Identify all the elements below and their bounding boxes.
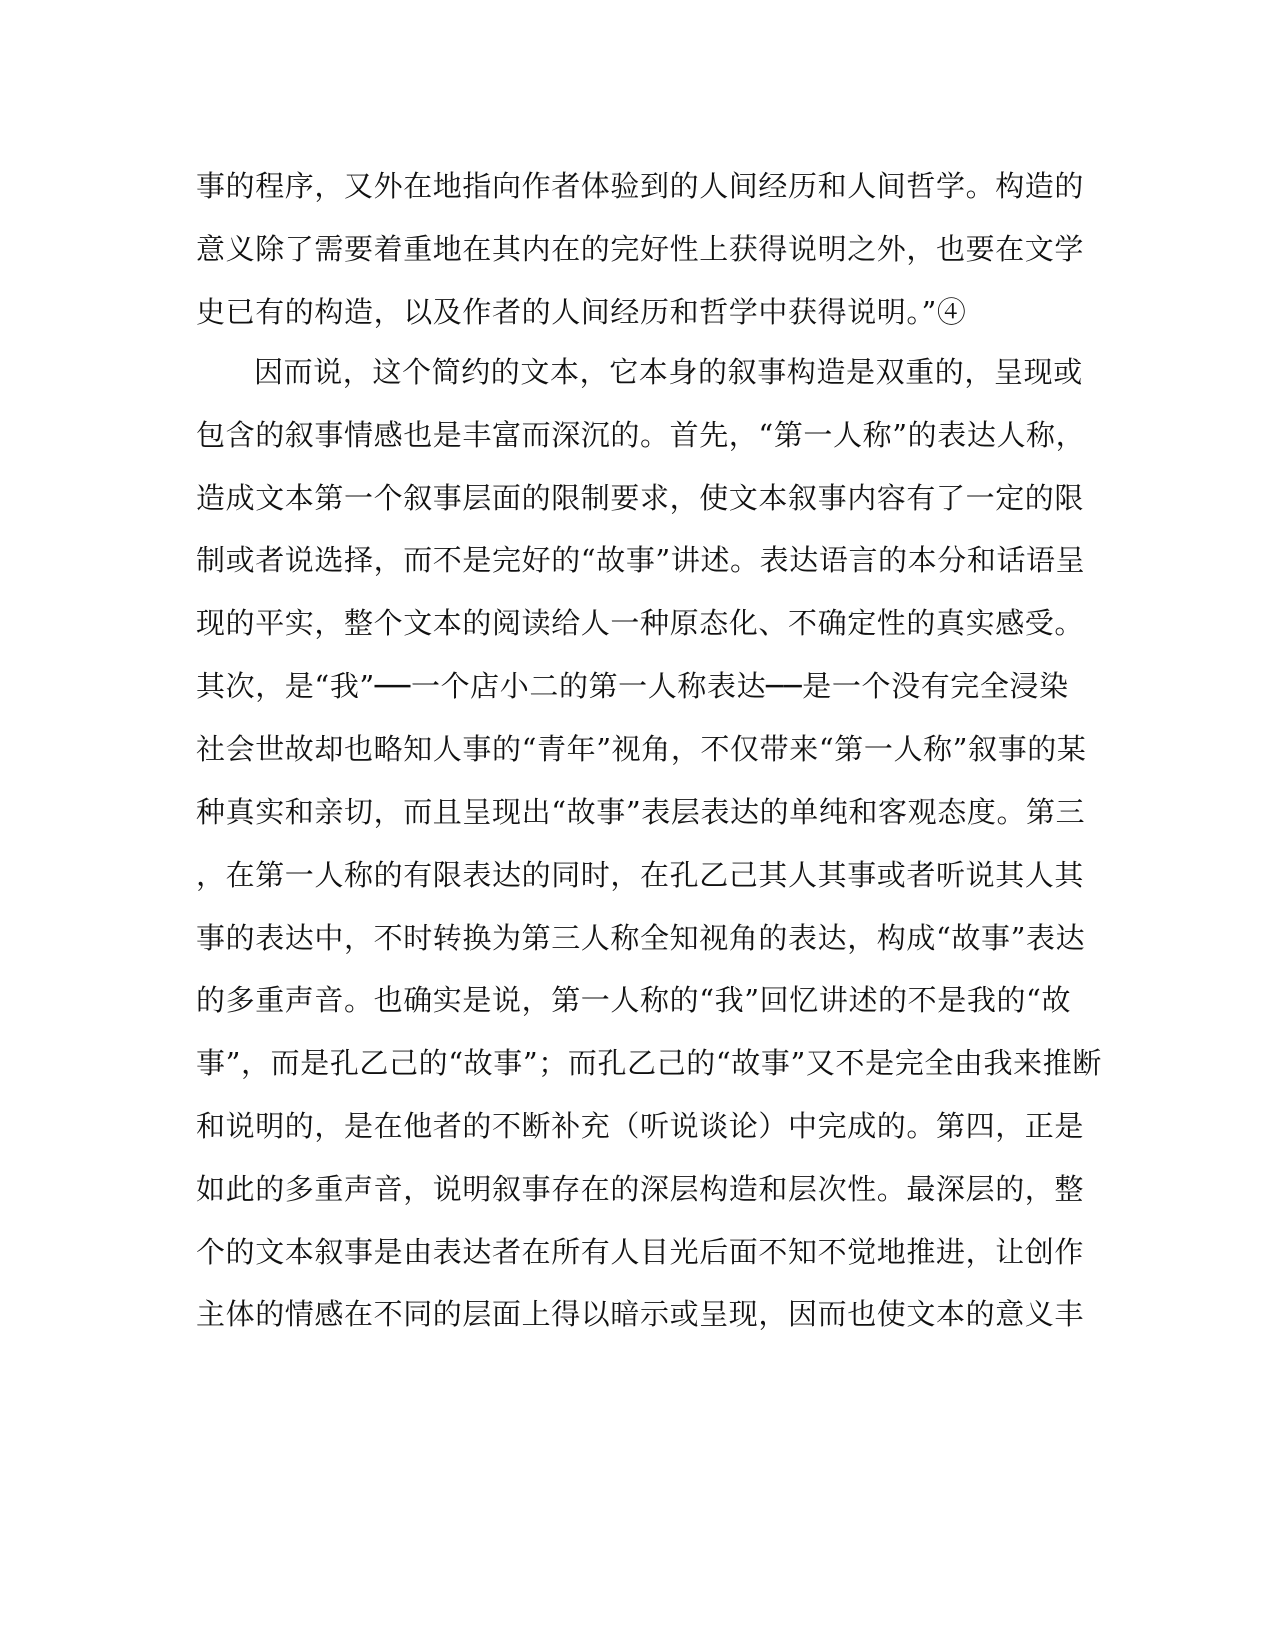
text-line-18: 个的文本叙事是由表达者在所有人目光后面不知不觉地推进，让创作	[196, 1235, 1085, 1269]
text-line-11: 种真实和亲切，而且呈现出“故事”表层表达的单纯和客观态度。第三	[196, 795, 1086, 829]
text-line-5: 包含的叙事情感也是丰富而深沉的。首先，“第一人称”的表达人称，	[196, 418, 1086, 452]
text-line-19: 主体的情感在不同的层面上得以暗示或呈现，因而也使文本的意义丰	[196, 1297, 1085, 1331]
paragraph-start-line: 因而说，这个简约的文本，它本身的叙事构造是双重的，呈现或	[254, 355, 1083, 389]
text-line-17: 如此的多重声音，说明叙事存在的深层构造和层次性。最深层的，整	[196, 1172, 1085, 1206]
text-line-2: 意义除了需要着重地在其内在的完好性上获得说明之外，也要在文学	[196, 232, 1085, 266]
text-line-3: 史已有的构造，以及作者的人间经历和哲学中获得说明。”④	[196, 295, 967, 329]
text-line-9: 其次，是“我”──一个店小二的第一人称表达──是一个没有完全浸染	[196, 669, 1069, 703]
text-line-12: ，在第一人称的有限表达的同时，在孔乙己其人其事或者听说其人其	[196, 858, 1085, 892]
text-line-14: 的多重声音。也确实是说，第一人称的“我”回忆讲述的不是我的“故	[196, 983, 1072, 1017]
text-line-10: 社会世故却也略知人事的“青年”视角，不仅带来“第一人称”叙事的某	[196, 732, 1087, 766]
text-line-1: 事的程序，又外在地指向作者体验到的人间经历和人间哲学。构造的	[196, 169, 1085, 203]
text-line-6: 造成文本第一个叙事层面的限制要求，使文本叙事内容有了一定的限	[196, 481, 1085, 515]
text-line-8: 现的平实，整个文本的阅读给人一种原态化、不确定性的真实感受。	[196, 606, 1085, 640]
text-line-13: 事的表达中，不时转换为第三人称全知视角的表达，构成“故事”表达	[196, 921, 1086, 955]
text-line-16: 和说明的，是在他者的不断补充（听说谈论）中完成的。第四，正是	[196, 1109, 1085, 1143]
text-line-7: 制或者说选择，而不是完好的“故事”讲述。表达语言的本分和话语呈	[196, 543, 1086, 577]
text-line-15: 事”，而是孔乙己的“故事”；而孔乙己的“故事”又不是完全由我来推断	[196, 1046, 1102, 1080]
